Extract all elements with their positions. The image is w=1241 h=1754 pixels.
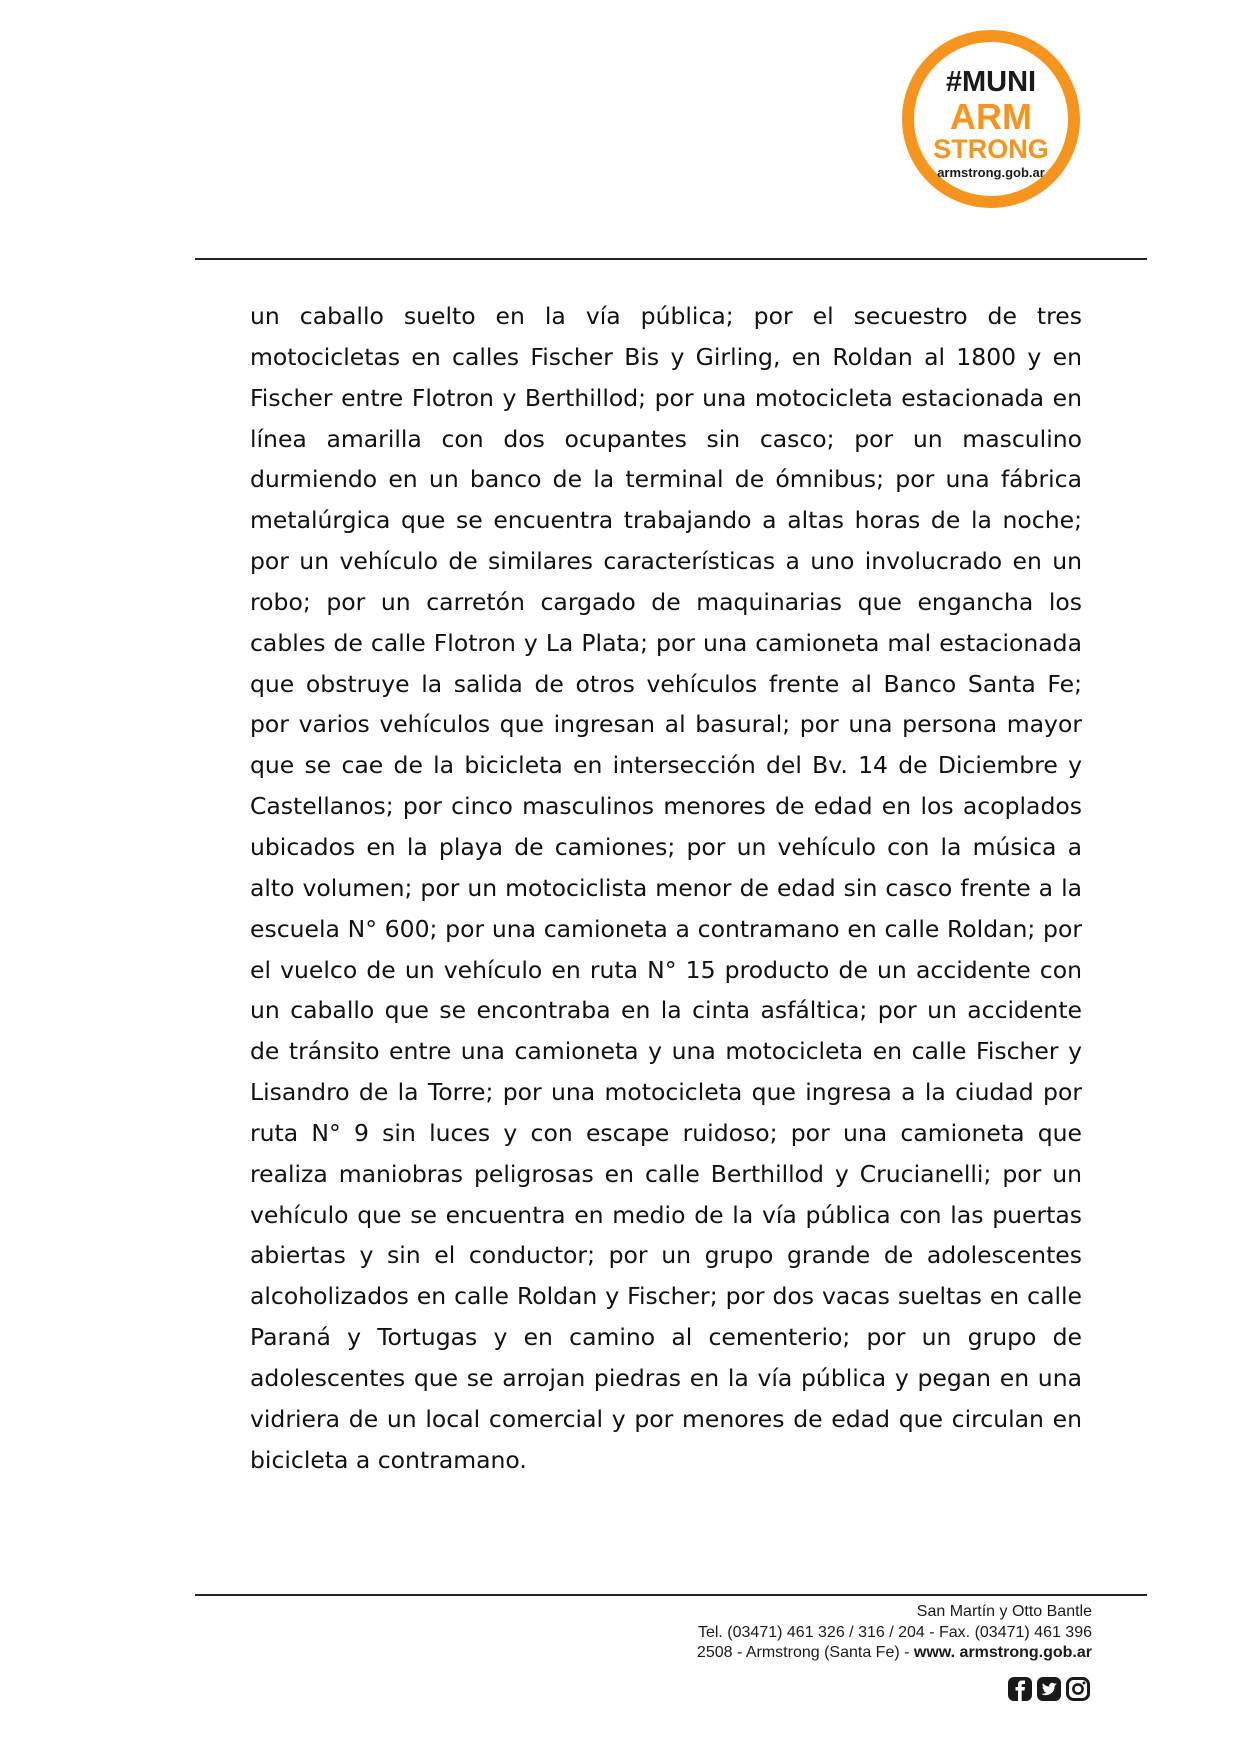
footer-city-line	[697, 1643, 1092, 1664]
instagram-icon[interactable]	[1065, 1676, 1091, 1702]
municipality-logo	[902, 30, 1080, 208]
footer-address: San Martín y Otto Bantle	[916, 1603, 1092, 1620]
header-divider	[195, 258, 1147, 260]
footer-website[interactable]: www. armstrong.gob.ar	[913, 1644, 1092, 1661]
footer-city: 2508 - Armstrong (Santa Fe) -	[696, 1644, 914, 1661]
footer-divider	[195, 1594, 1147, 1596]
logo-line-muni: #MUNI	[945, 66, 1037, 98]
logo-line-arm: ARM	[950, 96, 1032, 137]
body-paragraph: un caballo suelto en la vía pública; por el secuestro de tres motocicletas en calles Fischer Bis y Girling, en Roldan al 1800 y en Fischer entre Flotron y Berthillod; por una motocicleta estacionada en línea amarilla con dos ocupantes sin casco; por un masculino durmiendo en un banco de la terminal de ómnibus; por una fábrica metalúrgica que se encuentra trabajando a altas horas de la noche; por un vehículo de similares características a uno involucrado en un robo; por un carretón cargado de maquinarias que engancha los cables de calle Flotron y La Plata; por una camioneta mal estacionada que obstruye la salida de otros vehículos frente al Banco Santa Fe; por varios vehículos que ingresan al basural; por una persona mayor que se cae de la bicicleta en intersección del Bv. 14 de Diciembre y Castellanos; por cinco masculinos menores de edad en los acoplados ubicados en la playa de camiones; por un vehículo con la música a alto volumen; por un motociclista menor de edad sin casco frente a la escuela N° 600; por una camioneta a contramano en calle Roldan; por el vuelco de un vehículo en ruta N° 15 producto de un accidente con un caballo que se encontraba en la cinta asfáltica; por un accidente de tránsito entre una camioneta y una motocicleta en calle Fischer y Lisandro de la Torre; por una motocicleta que ingresa a la ciudad por ruta N° 9 sin luces y con escape ruidoso; por una camioneta que realiza maniobras peligrosas en calle Berthillod y Crucianelli; por un vehículo que se encuentra en medio de la vía pública con las puertas abiertas y sin el conductor; por un grupo grande de adolescentes alcoholizados en calle Roldan y Fischer; por dos vacas sueltas en calle Paraná y Tortugas y en camino al cementerio; por un grupo de adolescentes que se arrojan piedras en la vía pública y pegan en una vidriera de un local comercial y por menores de edad que circulan en bicicleta a contramano.	[250, 302, 1082, 1474]
twitter-icon[interactable]	[1036, 1676, 1062, 1702]
logo-line-url: armstrong.gob.ar	[937, 165, 1045, 180]
logo-line-strong: STRONG	[933, 134, 1049, 164]
social-icons	[1007, 1676, 1091, 1702]
footer-phones: Tel. (03471) 461 326 / 316 / 204 - Fax. (03471) 461 396	[697, 1623, 1092, 1641]
footer-contact	[697, 1602, 1092, 1664]
facebook-icon[interactable]	[1007, 1676, 1033, 1702]
